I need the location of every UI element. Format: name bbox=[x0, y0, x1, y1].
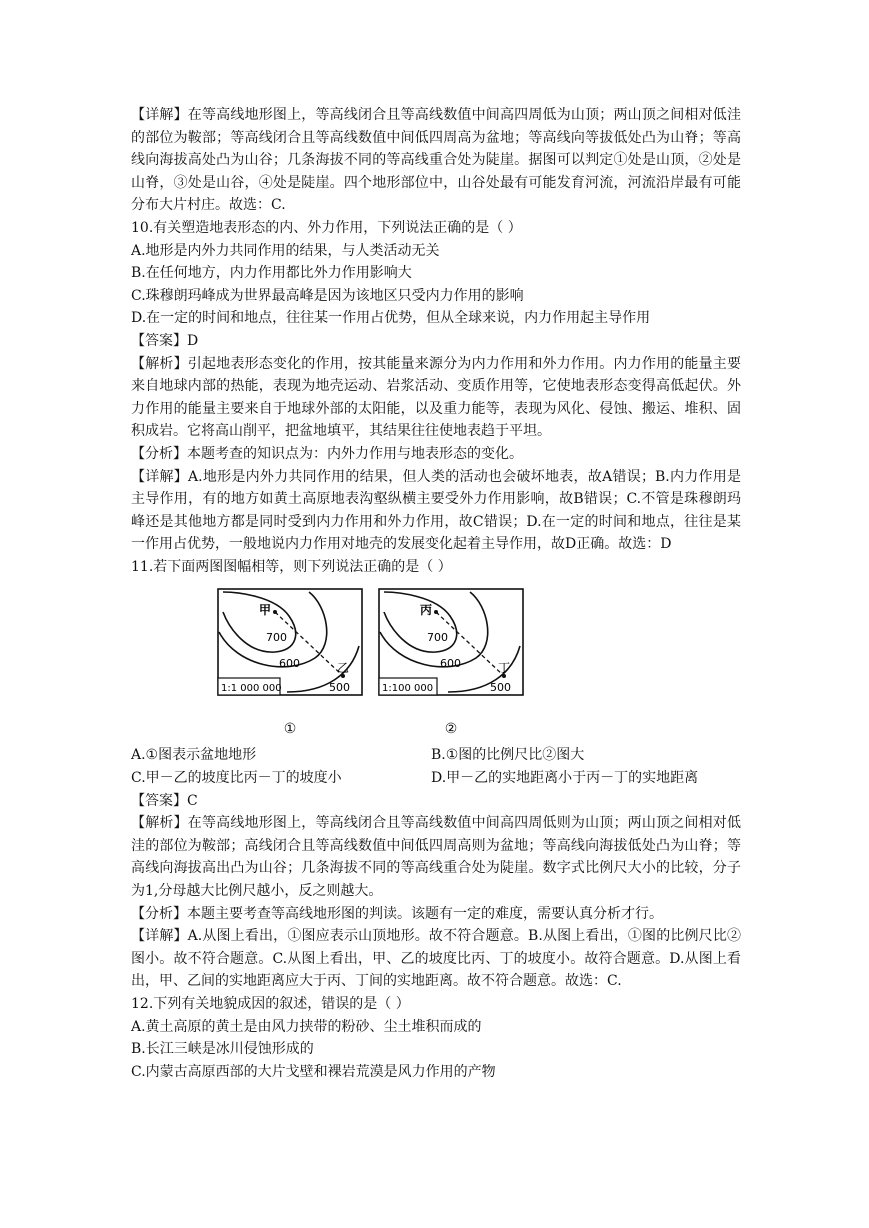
q10-option-a: A.地形是内外力共同作用的结果，与人类活动无关 bbox=[131, 242, 440, 259]
contour-map-1 bbox=[217, 588, 363, 738]
map-1-label-500: 500 bbox=[329, 681, 350, 695]
q11-answer: 【答案】C bbox=[131, 792, 198, 809]
map-2-label-start: 丙 bbox=[420, 603, 433, 618]
q11-figures bbox=[131, 588, 741, 738]
contour-map-2 bbox=[378, 588, 524, 738]
q11-options-row-1 bbox=[131, 744, 741, 767]
q11-analysis: 【分析】本题主要考查等高线地形图的判读。该题有一定的难度，需要认真分析才行。 bbox=[131, 905, 663, 922]
q10-option-c: C.珠穆朗玛峰成为世界最高峰是因为该地区只受内力作用的影响 bbox=[131, 287, 524, 304]
map-2-label-700: 700 bbox=[427, 631, 448, 645]
q10-analysis: 【分析】本题考查的知识点为：内外力作用与地表形态的变化。 bbox=[131, 445, 523, 462]
q10-option-b: B.在任何地方，内力作用都比外力作用影响大 bbox=[131, 265, 412, 282]
q11-option-c: C.甲－乙的坡度比丙－丁的坡度小 bbox=[131, 770, 342, 787]
q12-stem: 12.下列有关地貌成因的叙述，错误的是（ ） bbox=[131, 996, 410, 1012]
q11-option-a: A.①图表示盆地地形 bbox=[131, 747, 257, 764]
map-2-label-600: 600 bbox=[440, 657, 461, 671]
document-content bbox=[131, 104, 741, 1083]
contour-map-2-graphic bbox=[378, 588, 524, 716]
q12-option-b: B.长江三峡是冰川侵蚀形成的 bbox=[131, 1041, 314, 1058]
map-1-label-700: 700 bbox=[266, 631, 287, 645]
map-1-label-start: 甲 bbox=[259, 603, 272, 618]
q11-explanation: 【解析】在等高线地形图上，等高线闭合且等高线数值中间高四周低则为山顶；两山顶之间相对低洼的部位为鞍部；高线闭合且等高线数值中间低四周高则为盆地；等高线向海拔低处凸为山脊；等高线向海拔高出凸为山谷；几条海拔不同的等高线重合处为陡崖。数字式比例尺大小的比较，分子为1,分母越大比例尺越小，反之则越大。 bbox=[131, 815, 741, 900]
q10-answer: 【答案】D bbox=[131, 332, 199, 349]
q10-option-d: D.在一定的时间和地点，往往某一作用占优势，但从全球来说，内力作用起主导作用 bbox=[131, 310, 651, 327]
map-1-label-600: 600 bbox=[279, 657, 300, 671]
q11-option-d: D.甲－乙的实地距离小于丙－丁的实地距离 bbox=[431, 770, 699, 787]
q10-detail: 【详解】A.地形是内外力共同作用的结果，但人类的活动也会破坏地表，故A错误；B.内力作用是主导作用，有的地方如黄土高原地表沟壑纵横主要受外力作用影响，故B错误；C.不管是珠穆朗玛峰还是其他地方都是同时受到内力作用和外力作用，故C错误；D.在一定的时间和地点，往往是某一作用占优势，一般地说内力作用对地壳的发展变化起着主导作用，故D正确。故选：D bbox=[131, 468, 741, 553]
q11-detail: 【详解】A.从图上看出，①图应表示山顶地形。故不符合题意。B.从图上看出，①图的比例尺比②图小。故不符合题意。C.从图上看出，甲、乙的坡度比丙、丁的坡度小。故符合题意。D.从图上看出，甲、乙间的实地距离应大于丙、丁间的实地距离。故不符合题意。故选：C. bbox=[131, 928, 741, 990]
q10-explanation: 【解析】引起地表形态变化的作用，按其能量来源分为内力作用和外力作用。内力作用的能量主要来自地球内部的热能，表现为地壳运动、岩浆活动、变质作用等，它使地表形态变得高低起伏。外力作用的能量主要来自于地球外部的太阳能，以及重力能等，表现为风化、侵蚀、搬运、堆积、固积成岩。它将高山削平，把盆地填平，其结果往往使地表趋于平坦。 bbox=[131, 355, 741, 440]
q12-option-a: A.黄土高原的黄土是由风力挟带的粉砂、尘土堆积而成的 bbox=[131, 1018, 482, 1035]
figure-2-caption: ② bbox=[444, 721, 458, 738]
contour-map-1-graphic bbox=[217, 588, 363, 716]
map-2-point-start bbox=[434, 610, 438, 614]
map-2-scale: 1:100 000 bbox=[382, 683, 434, 695]
map-2-label-end: 丁 bbox=[498, 661, 511, 676]
q9-detail: 【详解】在等高线地形图上，等高线闭合且等高线数值中间高四周低为山顶；两山顶之间相对低洼的部位为鞍部；等高线闭合且等高线数值中间低四周高为盆地；等高线向等拔低处凸为山脊；等高线向海拔高处凸为山谷；几条海拔不同的等高线重合处为陡崖。据图可以判定①处是山顶，②处是山脊，③处是山谷，④处是陡崖。四个地形部位中，山谷处最有可能发育河流，河流沿岸最有可能分布大片村庄。故选：C. bbox=[131, 107, 741, 214]
map-1-point-start bbox=[273, 610, 277, 614]
figure-1-caption: ① bbox=[283, 721, 297, 738]
q10-stem: 10.有关塑造地表形态的内、外力作用，下列说法正确的是（ ） bbox=[131, 219, 522, 236]
q11-option-b: B.①图的比例尺比②图大 bbox=[431, 747, 585, 764]
map-1-scale: 1:1 000 000 bbox=[221, 683, 282, 695]
q11-options-row-2 bbox=[131, 767, 741, 790]
q11-stem: 11.若下面两图图幅相等，则下列说法正确的是（ ） bbox=[131, 558, 452, 575]
map-2-label-500: 500 bbox=[490, 681, 511, 695]
q12-option-c: C.内蒙古高原西部的大片戈壁和裸岩荒漠是风力作用的产物 bbox=[131, 1063, 496, 1080]
map-1-label-end: 乙 bbox=[337, 661, 350, 676]
